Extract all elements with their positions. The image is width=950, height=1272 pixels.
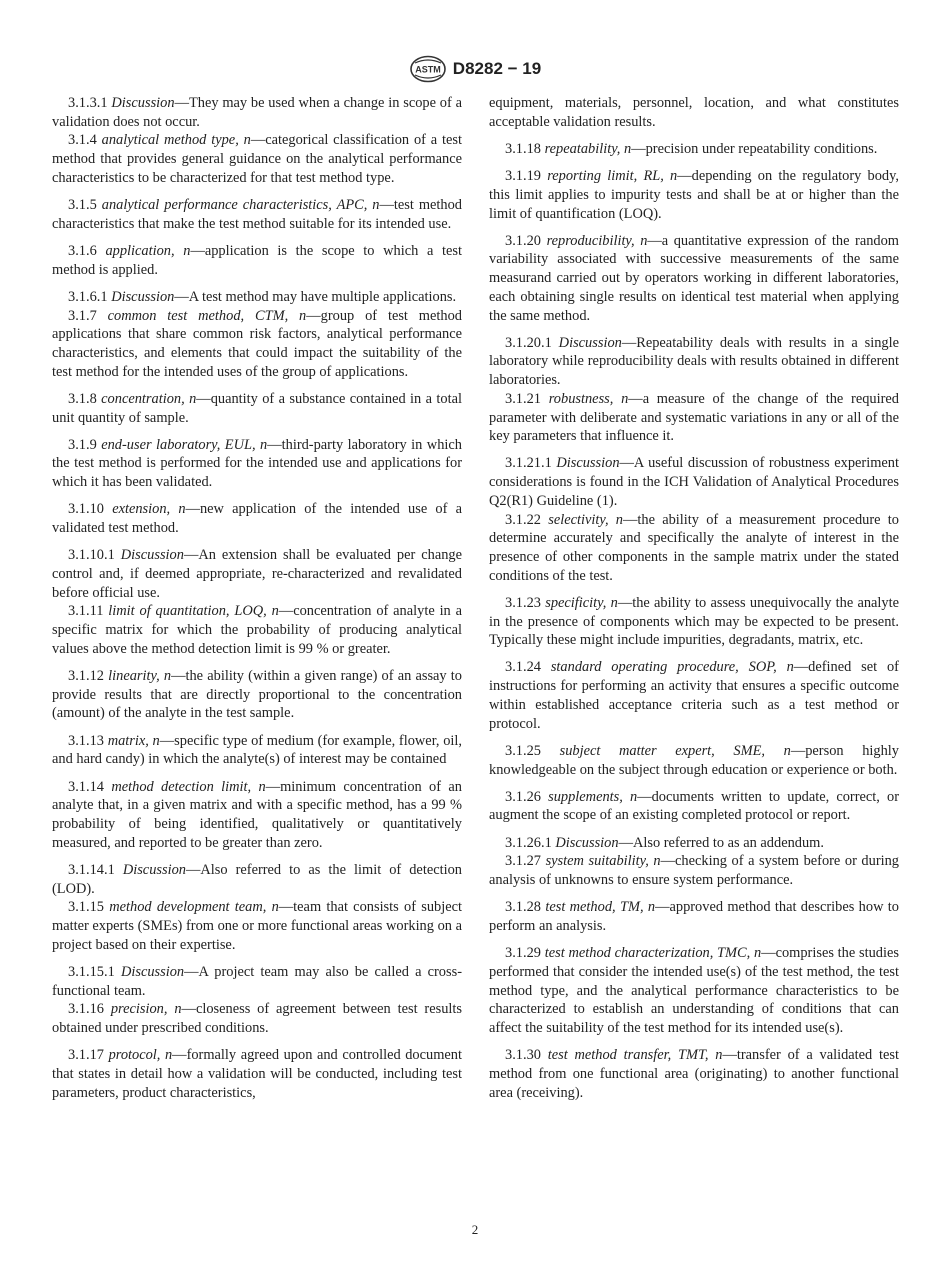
section-number: 3.1.17 <box>68 1047 104 1064</box>
section-number: 3.1.26.1 <box>505 834 552 851</box>
definition-text: —transfer of a validated test method from one functional area (originating) to another functional area (receiving). <box>489 1047 899 1101</box>
defined-term: system suitability, n <box>545 853 661 870</box>
defined-term: supplements, n <box>548 788 638 805</box>
defined-term: Discussion <box>111 288 175 305</box>
section-number: 3.1.26 <box>505 788 541 805</box>
defined-term: Discussion <box>111 95 175 111</box>
definition-text: —documents written to update, correct, or augment the scope of an existing completed protocol or report. <box>489 788 899 824</box>
definition-text: —approved method that describes how to perform an analysis. <box>489 899 899 934</box>
section-number: 3.1.14.1 <box>68 861 115 878</box>
definition-paragraph <box>52 602 462 658</box>
definition-paragraph <box>489 1046 899 1102</box>
definition-text: —third-party laboratory in which the test method is performed for the intended use and applications for which it has been validated. <box>52 436 462 491</box>
section-number: 3.1.22 <box>505 511 541 528</box>
definition-text: —group of test method applications that share common risk factors, analytical performance characteristics, and elements that could impact the suitability of the test method for the intended uses of the group of applications. <box>52 307 462 380</box>
section-number: 3.1.4 <box>68 132 97 149</box>
definition-paragraph <box>489 852 899 889</box>
section-number: 3.1.15 <box>68 899 104 916</box>
defined-term: test method transfer, TMT, n <box>547 1047 723 1064</box>
section-number: 3.1.19 <box>505 168 541 185</box>
definition-text: —A useful discussion of robustness experiment considerations is found in the ICH Validation of Analytical Procedures Q2(R1) Guideline (1). <box>489 455 899 509</box>
definition-paragraph <box>52 1000 462 1037</box>
astm-logo-icon <box>409 55 447 83</box>
definition-paragraph <box>489 511 899 586</box>
section-number: 3.1.24 <box>505 659 541 676</box>
definition-paragraph <box>489 834 899 853</box>
defined-term: robustness, n <box>548 390 629 407</box>
definition-paragraph <box>489 898 899 935</box>
definition-paragraph <box>489 594 899 650</box>
definition-text: —A test method may have multiple applications. <box>174 288 457 305</box>
defined-term: test method characterization, TMC, n <box>544 945 762 962</box>
definition-text: —test method characteristics that make the test method suitable for its intended use. <box>52 197 462 232</box>
section-number: 3.1.29 <box>505 945 541 962</box>
definition-text: —a quantitative expression of the random variability associated with successive measurements of the same measurand carried out by operators working in different laboratories, each obtaining single results on identical test material when applying the same method. <box>489 232 899 324</box>
definition-paragraph <box>489 788 899 825</box>
defined-term: analytical performance characteristics, APC, n <box>101 197 380 214</box>
standard-designation: D8282 − 19 <box>452 59 542 78</box>
section-number: 3.1.20 <box>505 232 541 249</box>
definition-text: —formally agreed upon and controlled document that states in detail how a validation will be conducted, including test parameters, product characteristics, <box>52 1047 462 1101</box>
defined-term: repeatability, n <box>544 140 632 157</box>
definition-text: —precision under repeatability conditions. <box>631 140 878 157</box>
page-header <box>0 55 950 83</box>
definition-text: —concentration of analyte in a specific matrix for which the probability of producing analytical values above the method detection limit is 99 % or greater. <box>52 603 462 657</box>
definition-text: —defined set of instructions for performing an activity that ensures a specific outcome within established acceptance criteria such as a test method or protocol. <box>489 659 899 732</box>
right-column <box>489 94 899 1102</box>
definition-paragraph <box>489 742 899 779</box>
defined-term: precision, n <box>110 1001 182 1018</box>
definition-paragraph <box>52 898 462 954</box>
definition-text: equipment, materials, personnel, location, and what constitutes acceptable validation results. <box>489 95 899 130</box>
definition-paragraph <box>52 390 462 427</box>
section-number: 3.1.13 <box>68 732 104 749</box>
definition-text: —Repeatability deals with results in a single laboratory while reproducibility deals with results obtained in different laboratories. <box>489 334 899 389</box>
definition-paragraph <box>52 861 462 898</box>
definition-paragraph <box>52 131 462 187</box>
defined-term: Discussion <box>558 334 622 351</box>
left-column <box>52 94 462 1102</box>
definition-text: —minimum concentration of an analyte that, in a given matrix and with a specific method, has a 99 % probability of being identified, qualitatively or quantitatively measured, and reported to be greater than zero. <box>52 778 462 851</box>
section-number: 3.1.5 <box>68 197 97 214</box>
definition-text: —the ability of a measurement procedure to determine accurately and specifically the analyte of interest in the presence of other components in the sample matrix under the stated conditions of the test. <box>489 511 899 584</box>
definition-text: —checking of a system before or during analysis of unknowns to ensure system performance. <box>489 853 900 889</box>
section-number: 3.1.18 <box>505 140 541 157</box>
definition-paragraph <box>52 242 462 279</box>
section-number: 3.1.14 <box>68 778 104 795</box>
definition-paragraph <box>52 732 462 769</box>
defined-term: Discussion <box>556 455 620 472</box>
definition-paragraph <box>489 94 899 131</box>
defined-term: Discussion <box>555 834 619 851</box>
definition-paragraph <box>489 390 899 446</box>
defined-term: subject matter expert, SME, n <box>559 742 791 759</box>
definition-paragraph <box>52 436 462 492</box>
page-number: 2 <box>471 1222 479 1237</box>
definition-text: —Also referred to as the limit of detection (LOD). <box>52 861 462 897</box>
defined-term: protocol, n <box>108 1047 173 1064</box>
definition-paragraph <box>52 94 462 131</box>
defined-term: reporting limit, RL, n <box>547 168 678 185</box>
section-number: 3.1.12 <box>68 667 104 684</box>
section-number: 3.1.21 <box>505 390 541 407</box>
definition-paragraph <box>52 778 462 853</box>
definition-text: —a measure of the change of the required parameter with deliberate and systematic variations in any or all of the key parameters that influence it. <box>489 390 899 445</box>
definition-paragraph <box>489 334 899 390</box>
section-number: 3.1.25 <box>505 742 541 759</box>
definition-paragraph <box>489 232 899 326</box>
definition-paragraph <box>52 1046 462 1102</box>
definition-paragraph <box>489 658 899 733</box>
section-number: 3.1.21.1 <box>505 455 552 472</box>
definition-paragraph <box>52 667 462 723</box>
definition-text: —specific type of medium (for example, flower, oil, and hard candy) in which the analyte(s) of interest may be contained <box>52 732 462 768</box>
definition-text: —They may be used when a change in scope of a validation does not occur. <box>52 95 462 130</box>
defined-term: Discussion <box>122 861 186 878</box>
definition-text: —depending on the regulatory body, this limit applies to impurity tests and shall be at or higher than the limit of quantification (LOQ). <box>489 168 899 222</box>
definition-text: —team that consists of subject matter experts (SMEs) from one or more functional areas working on a project based on their expertise. <box>52 899 462 953</box>
defined-term: matrix, n <box>107 732 160 749</box>
definition-paragraph <box>52 546 462 602</box>
section-number: 3.1.3.1 <box>68 95 108 111</box>
section-number: 3.1.30 <box>505 1047 541 1064</box>
definition-text: —comprises the studies performed that consider the intended use(s) of the test method, the test method type, and the analytical performance characteristics to be characterized to establish an understanding of conditions that can affect the suitability of the test method for its intended use(s). <box>489 945 899 1036</box>
definition-text: —A project team may also be called a cross-functional team. <box>52 963 462 999</box>
definition-paragraph <box>52 196 462 233</box>
section-number: 3.1.23 <box>505 594 541 611</box>
defined-term: concentration, n <box>101 390 197 407</box>
definition-paragraph <box>52 500 462 537</box>
defined-term: test method, TM, n <box>545 899 656 916</box>
definition-paragraph <box>489 167 899 223</box>
defined-term: limit of quantitation, LOQ, n <box>108 603 279 620</box>
defined-term: method detection limit, n <box>111 778 266 795</box>
defined-term: Discussion <box>120 547 184 564</box>
section-number: 3.1.28 <box>505 899 541 916</box>
defined-term: standard operating procedure, SOP, n <box>550 659 794 676</box>
section-number: 3.1.8 <box>68 390 97 407</box>
defined-term: reproducibility, n <box>546 232 648 249</box>
defined-term: end-user laboratory, EUL, n <box>101 436 268 453</box>
defined-term: selectivity, n <box>548 511 623 528</box>
section-number: 3.1.9 <box>68 436 97 453</box>
section-number: 3.1.15.1 <box>68 963 115 980</box>
section-number: 3.1.6 <box>68 242 97 259</box>
section-number: 3.1.6.1 <box>68 288 108 305</box>
section-number: 3.1.10.1 <box>68 547 115 564</box>
definition-text: —the ability (within a given range) of an assay to provide results that are directly proportional to the concentration (amount) of the analyte in the test sample. <box>52 667 462 722</box>
definition-paragraph <box>489 944 899 1038</box>
definition-text: —new application of the intended use of a validated test method. <box>52 501 462 537</box>
defined-term: linearity, n <box>108 667 172 684</box>
definition-paragraph <box>489 140 899 159</box>
definition-paragraph <box>52 288 462 307</box>
svg-text:ASTM: ASTM <box>415 64 441 75</box>
section-number: 3.1.27 <box>505 853 541 870</box>
defined-term: specificity, n <box>545 594 618 611</box>
definition-text: —person highly knowledgeable on the subject through education or experience or both. <box>489 742 899 778</box>
definition-text: —Also referred to as an addendum. <box>618 834 824 851</box>
definition-text: —application is the scope to which a test method is applied. <box>52 242 462 278</box>
definition-text: —An extension shall be evaluated per change control and, if deemed appropriate, re-characterized and revalidated before official use. <box>52 547 462 601</box>
definition-paragraph <box>52 307 462 382</box>
defined-term: extension, n <box>112 501 186 518</box>
section-number: 3.1.16 <box>68 1001 104 1018</box>
defined-term: common test method, CTM, n <box>107 307 307 324</box>
section-number: 3.1.20.1 <box>505 334 552 351</box>
defined-term: analytical method type, n <box>101 132 251 149</box>
definition-text: —closeness of agreement between test results obtained under prescribed conditions. <box>52 1001 463 1036</box>
definition-text: —quantity of a substance contained in a total unit quantity of sample. <box>52 390 462 426</box>
section-number: 3.1.11 <box>68 603 104 620</box>
section-number: 3.1.10 <box>68 501 104 518</box>
definition-text: —categorical classification of a test method that provides general guidance on the analytical performance characteristics to be characterized for that test method type. <box>52 132 462 186</box>
definition-paragraph <box>52 963 462 1000</box>
defined-term: method development team, n <box>109 899 279 916</box>
defined-term: Discussion <box>120 963 185 980</box>
section-number: 3.1.7 <box>68 307 97 324</box>
definition-text: —the ability to assess unequivocally the analyte in the presence of components which may be expected to be present. Typically these might include impurities, degradants, matrix, etc. <box>489 594 899 649</box>
defined-term: application, n <box>105 242 191 259</box>
definition-paragraph <box>489 454 899 510</box>
